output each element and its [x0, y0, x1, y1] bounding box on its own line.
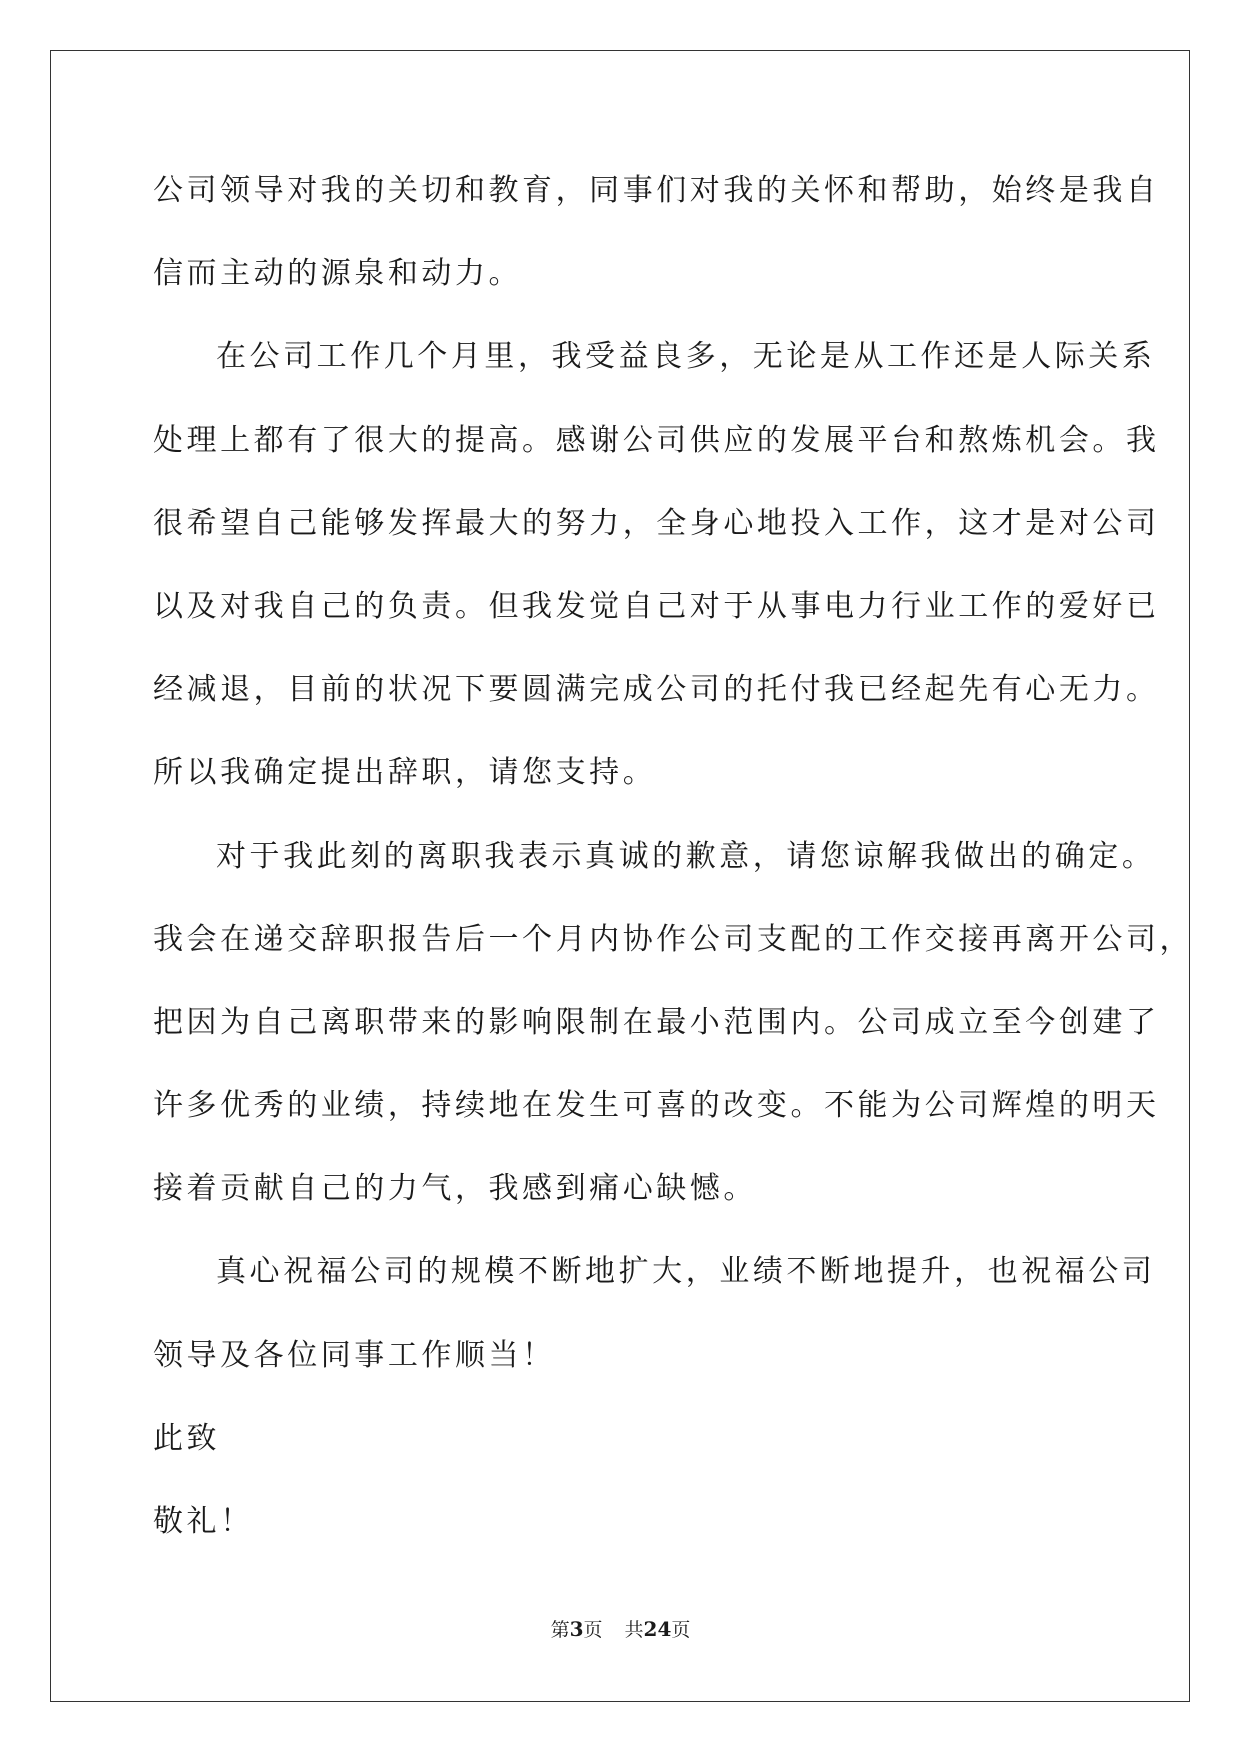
page-suffix: 页: [583, 1619, 603, 1641]
text-line: 许多优秀的业绩，持续地在发生可喜的改变。不能为公司辉煌的明天: [153, 1088, 1160, 1124]
text-line: 公司领导对我的关切和教育，同事们对我的关怀和帮助，始终是我自: [153, 173, 1160, 208]
page-prefix: 第: [550, 1619, 570, 1641]
text-line: 以及对我自己的负责。但我发觉自己对于从事电力行业工作的爱好已: [153, 588, 1160, 624]
letter-body: [153, 162, 1194, 1576]
text-line: 经减退，目前的状况下要圆满完成公司的托付我已经起先有心无力。: [153, 672, 1160, 708]
text-line: 领导及各位同事工作顺当！: [153, 1337, 556, 1373]
total-prefix: 共: [624, 1619, 644, 1641]
text-line: 处理上都有了很大的提高。感谢公司供应的发展平台和熬炼机会。我: [153, 422, 1160, 458]
total-suffix: 页: [671, 1619, 691, 1641]
text-line: 接着贡献自己的力气，我感到痛心缺憾。: [153, 1171, 757, 1207]
text-line: 很希望自己能够发挥最大的努力，全身心地投入工作，这才是对公司: [153, 505, 1160, 541]
text-line: 真心祝福公司的规模不断地扩大，业绩不断地提升，也祝福公司: [216, 1254, 1156, 1290]
text-line: 在公司工作几个月里，我受益良多，无论是从工作还是人际关系: [216, 339, 1156, 375]
page-footer: [0, 1615, 1241, 1642]
page-number: 3: [569, 1617, 584, 1641]
total-pages: 24: [643, 1617, 672, 1641]
text-line: 所以我确定提出辞职，请您支持。: [153, 755, 657, 791]
text-line: 信而主动的源泉和动力。: [153, 256, 523, 292]
text-line: 我会在递交辞职报告后一个月内协作公司支配的工作交接再离开公司，: [153, 921, 1194, 957]
closing-line: 此致: [153, 1420, 221, 1456]
closing-line: 敬礼！: [153, 1504, 254, 1539]
text-line: 对于我此刻的离职我表示真诚的歉意，请您谅解我做出的确定。: [216, 838, 1156, 874]
text-line: 把因为自己离职带来的影响限制在最小范围内。公司成立至今创建了: [153, 1004, 1160, 1040]
